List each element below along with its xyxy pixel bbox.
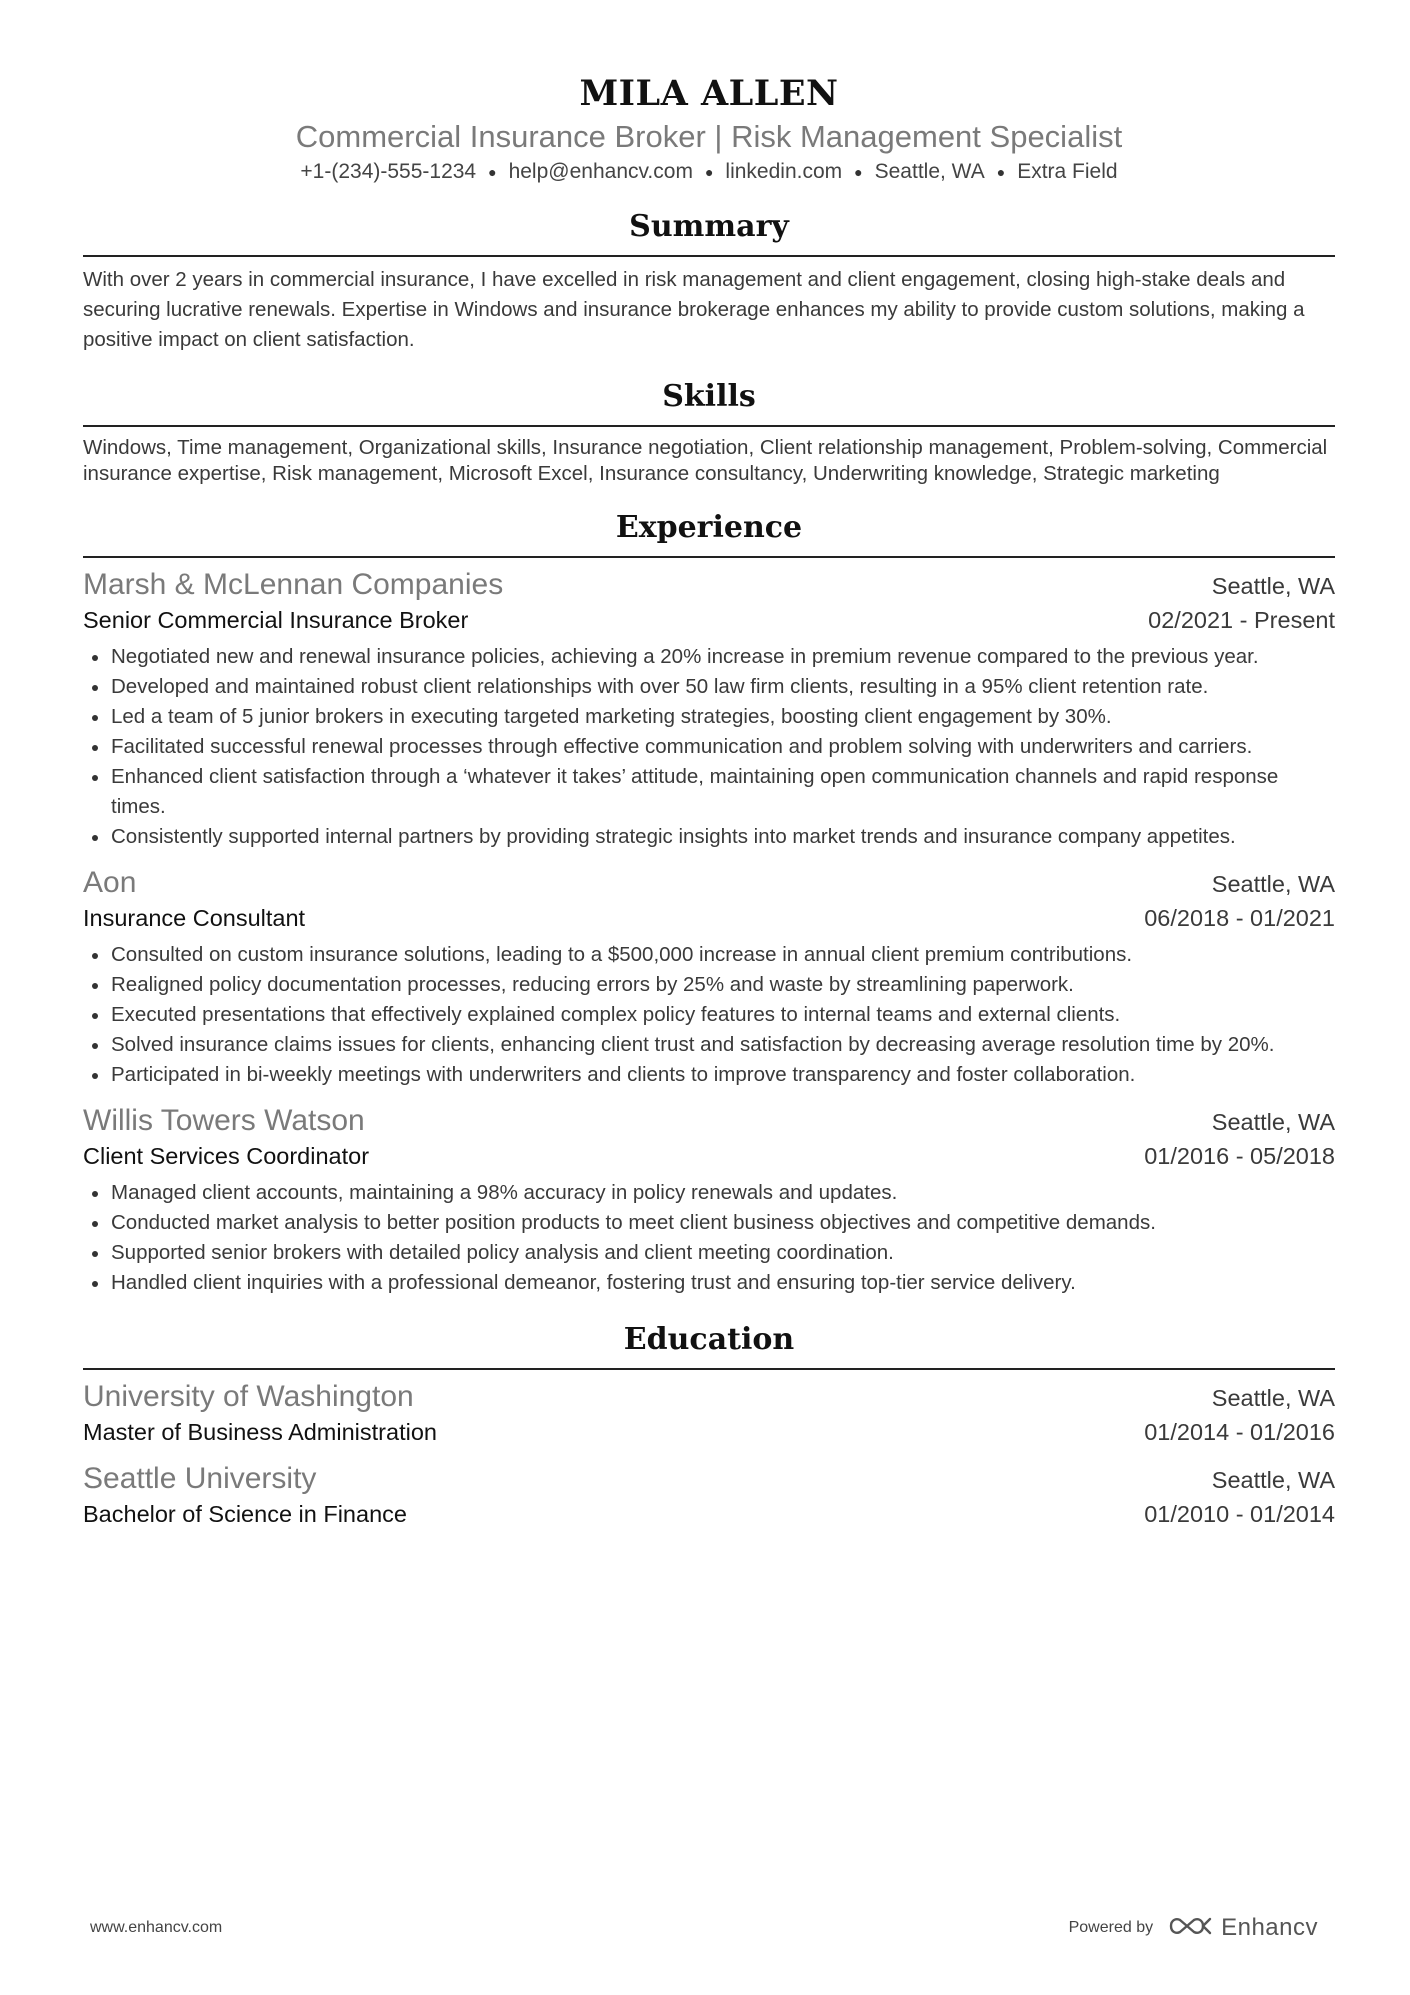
achievement-item: Handled client inquiries with a professional demeanor, fostering trust and ensuring top-tier service delivery. xyxy=(83,1268,1335,1298)
section-title-skills: Skills xyxy=(662,379,756,415)
company-name: Aon xyxy=(83,866,137,900)
experience-section xyxy=(83,508,1335,1298)
school-location: Seattle, WA xyxy=(1211,1467,1335,1494)
section-divider xyxy=(83,1368,1335,1370)
school-location: Seattle, WA xyxy=(1211,1385,1335,1412)
achievement-item: Executed presentations that effectively explained complex policy features to internal teams and external clients. xyxy=(83,1000,1335,1030)
powered-by xyxy=(1069,1914,1318,1943)
summary-text: With over 2 years in commercial insurance, I have excelled in risk management and client engagement, closing high-stake deals and securing lucrative renewals. Expertise in Windows and insurance brokerage enhances my ability to provide custom solutions, making a positive impact on client satisfaction. xyxy=(83,268,1305,352)
email-link[interactable]: help@enhancv.com xyxy=(508,160,693,183)
location: Seattle, WA xyxy=(874,160,985,183)
achievement-item: Consulted on custom insurance solutions, leading to a $500,000 increase in annual client premium contributions. xyxy=(83,940,1335,970)
brand-name: Enhancv xyxy=(1221,1914,1318,1941)
job-title: Insurance Consultant xyxy=(83,905,306,932)
candidate-title: Commercial Insurance Broker | Risk Management Specialist xyxy=(295,119,1123,154)
role-row xyxy=(83,604,1335,636)
section-title-experience: Experience xyxy=(615,510,803,546)
achievement-item: Consistently supported internal partners by providing strategic insights into market trends and insurance company appetites. xyxy=(83,822,1335,852)
achievement-item: Participated in bi-weekly meetings with underwriters and clients to improve transparency and foster collaboration. xyxy=(83,1060,1335,1090)
achievement-item: Developed and maintained robust client relationships with over 50 law firm clients, resulting in a 95% client retention rate. xyxy=(83,672,1335,702)
page-footer xyxy=(90,1913,1318,1943)
achievement-item: Solved insurance claims issues for clients, enhancing client trust and satisfaction by decreasing average resolution time by 20%. xyxy=(83,1030,1335,1060)
separator-dot: ● xyxy=(704,164,714,181)
education-entry xyxy=(83,1378,1335,1448)
brand-logo[interactable] xyxy=(1167,1914,1318,1943)
company-name: Marsh & McLennan Companies xyxy=(83,568,504,602)
entry-header xyxy=(83,1102,1335,1140)
achievement-item: Enhanced client satisfaction through a ‘whatever it takes’ attitude, maintaining open communication channels and rapid response times. xyxy=(83,762,1335,822)
degree-row xyxy=(83,1498,1335,1530)
job-location: Seattle, WA xyxy=(1211,1109,1335,1136)
linkedin-link[interactable]: linkedin.com xyxy=(725,160,843,183)
skills-text: Windows, Time management, Organizational skills, Insurance negotiation, Client relationship management, Problem-solving, Commercial insurance expertise, Risk management, Microsoft Excel, Insurance consultancy, Underwriting knowledge, Strategic marketing xyxy=(83,436,1328,485)
education-dates: 01/2014 - 01/2016 xyxy=(1144,1419,1335,1446)
achievement-item: Negotiated new and renewal insurance policies, achieving a 20% increase in premium revenue compared to the previous year. xyxy=(83,642,1335,672)
education-entry xyxy=(83,1460,1335,1530)
education-section xyxy=(83,1320,1335,1530)
enhancv-logo-icon-svg xyxy=(1167,1914,1213,1938)
section-divider xyxy=(83,556,1335,558)
achievement-list xyxy=(83,1178,1335,1298)
job-dates: 06/2018 - 01/2021 xyxy=(1144,905,1335,932)
job-dates: 01/2016 - 05/2018 xyxy=(1144,1143,1335,1170)
education-dates: 01/2010 - 01/2014 xyxy=(1144,1501,1335,1528)
separator-dot: ● xyxy=(996,164,1006,181)
role-row xyxy=(83,1140,1335,1172)
achievement-item: Led a team of 5 junior brokers in executing targeted marketing strategies, boosting client engagement by 30%. xyxy=(83,702,1335,732)
separator-dot: ● xyxy=(854,164,863,181)
experience-entry xyxy=(83,1102,1335,1298)
degree: Master of Business Administration xyxy=(83,1419,437,1446)
job-title: Client Services Coordinator xyxy=(83,1143,370,1170)
experience-entry xyxy=(83,864,1335,1090)
degree-row xyxy=(83,1416,1335,1448)
separator-dot: ● xyxy=(488,164,497,181)
achievement-item: Supported senior brokers with detailed policy analysis and client meeting coordination. xyxy=(83,1238,1335,1268)
candidate-name: MILA ALLEN xyxy=(579,73,839,114)
company-name: Willis Towers Watson xyxy=(83,1104,365,1138)
extra-field: Extra Field xyxy=(1017,160,1118,183)
resume-content xyxy=(83,70,1335,1530)
phone: +1-(234)-555-1234 xyxy=(300,160,477,183)
achievement-item: Conducted market analysis to better position products to meet client business objectives and competitive demands. xyxy=(83,1208,1335,1238)
achievement-item: Managed client accounts, maintaining a 98% accuracy in policy renewals and updates. xyxy=(83,1178,1335,1208)
section-title-education: Education xyxy=(623,1322,795,1358)
experience-entry xyxy=(83,566,1335,852)
skills-section xyxy=(83,377,1335,486)
footer-website-link[interactable]: www.enhancv.com xyxy=(90,1919,223,1936)
job-title: Senior Commercial Insurance Broker xyxy=(83,607,469,634)
powered-by-label: Powered by xyxy=(1068,1919,1154,1936)
enhancv-logo-icon xyxy=(1167,1914,1213,1943)
school-name: University of Washington xyxy=(83,1380,414,1414)
section-divider xyxy=(83,255,1335,257)
resume-header xyxy=(83,70,1335,186)
entry-header xyxy=(83,1378,1335,1416)
degree: Bachelor of Science in Finance xyxy=(83,1501,407,1528)
entry-header xyxy=(83,566,1335,604)
achievement-list xyxy=(83,940,1335,1090)
job-location: Seattle, WA xyxy=(1211,573,1335,600)
achievement-item: Realigned policy documentation processes, reducing errors by 25% and waste by streamlining paperwork. xyxy=(83,970,1335,1000)
section-title-summary: Summary xyxy=(629,209,789,245)
role-row xyxy=(83,902,1335,934)
school-name: Seattle University xyxy=(83,1462,317,1496)
entry-header xyxy=(83,864,1335,902)
achievement-list xyxy=(83,642,1335,852)
job-location: Seattle, WA xyxy=(1211,871,1335,898)
summary-section xyxy=(83,207,1335,355)
contact-line xyxy=(83,158,1335,186)
section-divider xyxy=(83,425,1335,427)
achievement-item: Facilitated successful renewal processes through effective communication and problem solving with underwriters and carriers. xyxy=(83,732,1335,762)
entry-header xyxy=(83,1460,1335,1498)
job-dates: 02/2021 - Present xyxy=(1148,607,1335,634)
